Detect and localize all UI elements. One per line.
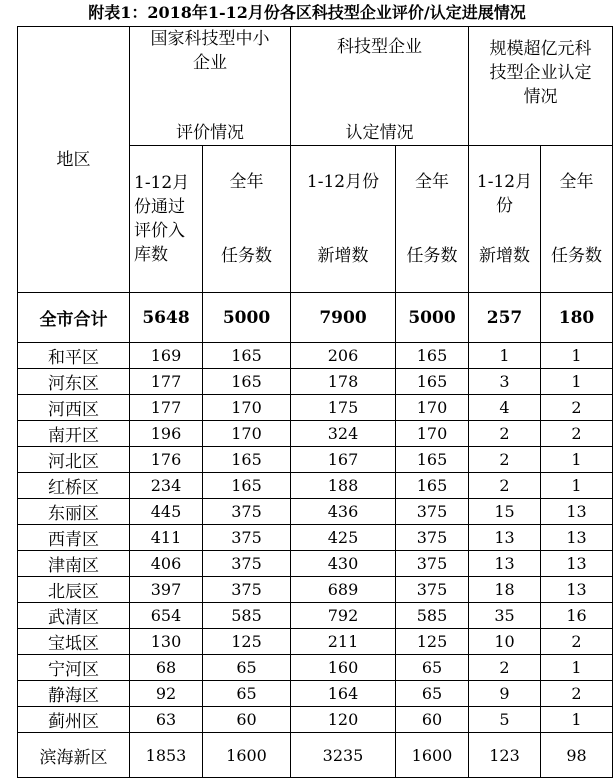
cell-value: 15 bbox=[469, 499, 541, 525]
region-rows bbox=[18, 343, 613, 733]
cell-value: 654 bbox=[130, 603, 203, 629]
table-row bbox=[18, 629, 613, 655]
cell-value: 177 bbox=[130, 395, 203, 421]
cell-value: 1 bbox=[541, 369, 613, 395]
cell-value: 68 bbox=[130, 655, 203, 681]
row-label: 津南区 bbox=[18, 551, 130, 577]
cell-value: 164 bbox=[291, 681, 396, 707]
row-label: 红桥区 bbox=[18, 473, 130, 499]
cell-value: 35 bbox=[469, 603, 541, 629]
row-label: 宁河区 bbox=[18, 655, 130, 681]
cell-value: 1 bbox=[541, 655, 613, 681]
cell-value: 375 bbox=[203, 551, 291, 577]
cell-value: 1600 bbox=[396, 733, 469, 778]
cell-value: 375 bbox=[396, 525, 469, 551]
cell-value: 211 bbox=[291, 629, 396, 655]
cell-value: 425 bbox=[291, 525, 396, 551]
cell-value: 165 bbox=[396, 343, 469, 369]
cell-value: 65 bbox=[396, 681, 469, 707]
cell-value: 2 bbox=[541, 681, 613, 707]
cell-value: 2 bbox=[469, 447, 541, 473]
group-tech-enterprise-header: 科技型企业 认定情况 bbox=[291, 27, 469, 146]
cell-value: 234 bbox=[130, 473, 203, 499]
col-g3-new-count-header: 1-12月 份 新增数 bbox=[469, 146, 541, 293]
cell-value: 165 bbox=[203, 369, 291, 395]
cell-value: 10 bbox=[469, 629, 541, 655]
cell-value: 792 bbox=[291, 603, 396, 629]
row-label: 西青区 bbox=[18, 525, 130, 551]
cell-value: 689 bbox=[291, 577, 396, 603]
cell-value: 1 bbox=[541, 343, 613, 369]
cell-value: 13 bbox=[541, 577, 613, 603]
cell-value: 13 bbox=[469, 525, 541, 551]
cell-value: 375 bbox=[396, 577, 469, 603]
row-label: 河西区 bbox=[18, 395, 130, 421]
cell-value: 2 bbox=[541, 629, 613, 655]
cell-value: 177 bbox=[130, 369, 203, 395]
cell-value: 206 bbox=[291, 343, 396, 369]
cell-value: 160 bbox=[291, 655, 396, 681]
cell-value: 123 bbox=[469, 733, 541, 778]
cell-value: 397 bbox=[130, 577, 203, 603]
group-large-enterprise-header: 规模超亿元科 技型企业认定 情况 bbox=[469, 27, 613, 146]
table-row bbox=[18, 395, 613, 421]
cell-value: 13 bbox=[541, 499, 613, 525]
cell-value: 188 bbox=[291, 473, 396, 499]
table-row bbox=[18, 447, 613, 473]
cell-value: 5 bbox=[469, 707, 541, 733]
group-national-sme-header: 国家科技型中小 企业 评价情况 bbox=[130, 27, 291, 146]
table-row bbox=[18, 525, 613, 551]
cell-value: 13 bbox=[541, 525, 613, 551]
cell-value: 170 bbox=[203, 421, 291, 447]
cell-value: 125 bbox=[396, 629, 469, 655]
cell-value: 1 bbox=[541, 473, 613, 499]
table-row bbox=[18, 343, 613, 369]
cell-value: 65 bbox=[203, 681, 291, 707]
cell-value: 196 bbox=[130, 421, 203, 447]
cell-value: 98 bbox=[541, 733, 613, 778]
cell-value: 170 bbox=[396, 421, 469, 447]
table-row bbox=[18, 655, 613, 681]
cell-value: 92 bbox=[130, 681, 203, 707]
cell-value: 5000 bbox=[396, 293, 469, 343]
cell-value: 169 bbox=[130, 343, 203, 369]
row-label: 河北区 bbox=[18, 447, 130, 473]
header-row-groups bbox=[18, 27, 613, 146]
cell-value: 1 bbox=[541, 707, 613, 733]
table-title: 附表1：2018年1-12月份各区科技型企业评价/认定进展情况 bbox=[88, 3, 526, 22]
col-g3-annual-task-header: 全年 任务数 bbox=[541, 146, 613, 293]
cell-value: 65 bbox=[203, 655, 291, 681]
cell-value: 430 bbox=[291, 551, 396, 577]
progress-table bbox=[17, 26, 613, 778]
cell-value: 165 bbox=[203, 343, 291, 369]
cell-value: 18 bbox=[469, 577, 541, 603]
cell-value: 324 bbox=[291, 421, 396, 447]
cell-value: 13 bbox=[469, 551, 541, 577]
cell-value: 7900 bbox=[291, 293, 396, 343]
cell-value: 5648 bbox=[130, 293, 203, 343]
cell-value: 2 bbox=[469, 655, 541, 681]
cell-value: 5000 bbox=[203, 293, 291, 343]
cell-value: 436 bbox=[291, 499, 396, 525]
row-label: 蓟州区 bbox=[18, 707, 130, 733]
cell-value: 1600 bbox=[203, 733, 291, 778]
row-label: 静海区 bbox=[18, 681, 130, 707]
cell-value: 178 bbox=[291, 369, 396, 395]
cell-value: 257 bbox=[469, 293, 541, 343]
cell-value: 3235 bbox=[291, 733, 396, 778]
cell-value: 65 bbox=[396, 655, 469, 681]
cell-value: 170 bbox=[396, 395, 469, 421]
cell-value: 2 bbox=[541, 421, 613, 447]
row-label: 全市合计 bbox=[18, 293, 130, 343]
row-label: 和平区 bbox=[18, 343, 130, 369]
cell-value: 406 bbox=[130, 551, 203, 577]
table-row-binhai bbox=[18, 733, 613, 778]
table-row bbox=[18, 707, 613, 733]
row-label: 南开区 bbox=[18, 421, 130, 447]
cell-value: 60 bbox=[203, 707, 291, 733]
cell-value: 120 bbox=[291, 707, 396, 733]
cell-value: 60 bbox=[396, 707, 469, 733]
table-row bbox=[18, 551, 613, 577]
cell-value: 165 bbox=[396, 369, 469, 395]
region-header: 地区 bbox=[18, 27, 130, 293]
cell-value: 1853 bbox=[130, 733, 203, 778]
cell-value: 2 bbox=[541, 395, 613, 421]
cell-value: 167 bbox=[291, 447, 396, 473]
row-label: 河东区 bbox=[18, 369, 130, 395]
cell-value: 375 bbox=[203, 525, 291, 551]
col-g1-annual-task-header: 全年 任务数 bbox=[203, 146, 291, 293]
row-label: 滨海新区 bbox=[18, 733, 130, 778]
cell-value: 375 bbox=[203, 499, 291, 525]
cell-value: 375 bbox=[203, 577, 291, 603]
cell-value: 13 bbox=[541, 551, 613, 577]
total-row bbox=[18, 293, 613, 343]
cell-value: 4 bbox=[469, 395, 541, 421]
cell-value: 165 bbox=[396, 473, 469, 499]
cell-value: 1 bbox=[541, 447, 613, 473]
table-row bbox=[18, 499, 613, 525]
cell-value: 165 bbox=[203, 447, 291, 473]
cell-value: 165 bbox=[203, 473, 291, 499]
table-row bbox=[18, 473, 613, 499]
table-row bbox=[18, 421, 613, 447]
table-row bbox=[18, 603, 613, 629]
cell-value: 375 bbox=[396, 551, 469, 577]
cell-value: 175 bbox=[291, 395, 396, 421]
cell-value: 1 bbox=[469, 343, 541, 369]
cell-value: 585 bbox=[203, 603, 291, 629]
cell-value: 445 bbox=[130, 499, 203, 525]
cell-value: 2 bbox=[469, 473, 541, 499]
col-g2-annual-task-header: 全年 任务数 bbox=[396, 146, 469, 293]
cell-value: 180 bbox=[541, 293, 613, 343]
table-row bbox=[18, 577, 613, 603]
row-label: 武清区 bbox=[18, 603, 130, 629]
cell-value: 411 bbox=[130, 525, 203, 551]
cell-value: 176 bbox=[130, 447, 203, 473]
col-g2-new-count-header: 1-12月份 新增数 bbox=[291, 146, 396, 293]
row-label: 北辰区 bbox=[18, 577, 130, 603]
cell-value: 2 bbox=[469, 421, 541, 447]
table-row bbox=[18, 369, 613, 395]
row-label: 东丽区 bbox=[18, 499, 130, 525]
table-row bbox=[18, 681, 613, 707]
cell-value: 170 bbox=[203, 395, 291, 421]
row-label: 宝坻区 bbox=[18, 629, 130, 655]
cell-value: 9 bbox=[469, 681, 541, 707]
cell-value: 130 bbox=[130, 629, 203, 655]
cell-value: 63 bbox=[130, 707, 203, 733]
cell-value: 16 bbox=[541, 603, 613, 629]
col-evaluated-count-header: 1-12月 份通过 评价入 库数 bbox=[130, 146, 203, 293]
cell-value: 3 bbox=[469, 369, 541, 395]
cell-value: 125 bbox=[203, 629, 291, 655]
cell-value: 165 bbox=[396, 447, 469, 473]
cell-value: 375 bbox=[396, 499, 469, 525]
cell-value: 585 bbox=[396, 603, 469, 629]
